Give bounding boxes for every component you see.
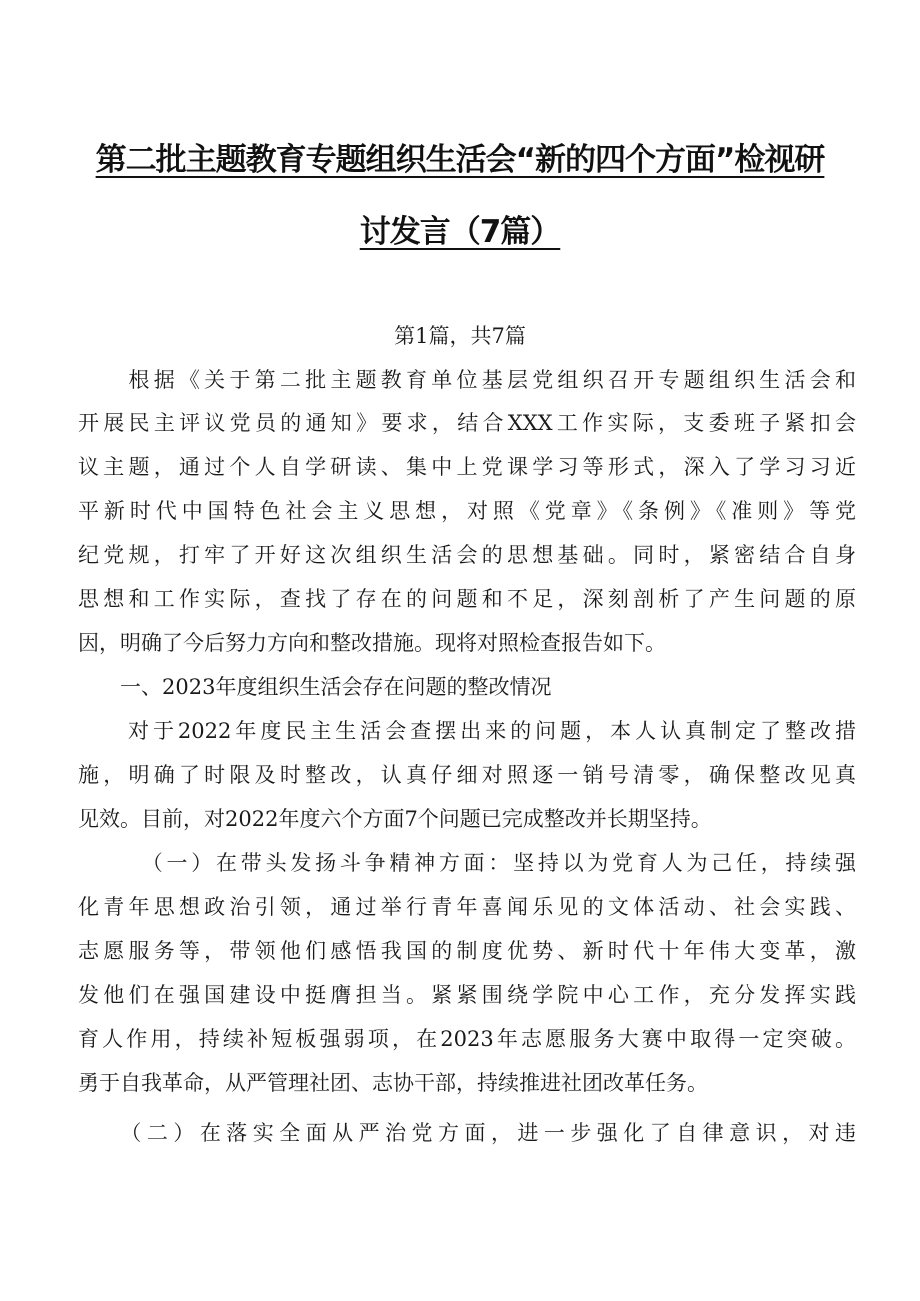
body-line: 思想和工作实际，查找了存在的问题和不足，深刻剖析了产生问题的原: [78, 587, 856, 611]
body-line: 发他们在强国建设中挺膺担当。紧紧围绕学院中心工作，充分发挥实践: [78, 983, 856, 1007]
body-line: （一）在带头发扬斗争精神方面：坚持以为党育人为己任，持续强: [78, 851, 856, 875]
body-line: 对于2022年度民主生活会查摆出来的问题，本人认真制定了整改措: [78, 719, 856, 743]
body-line: 志愿服务等，带领他们感悟我国的制度优势、新时代十年伟大变革，激: [78, 939, 856, 963]
body-line: 因，明确了今后努力方向和整改措施。现将对照检查报告如下。: [78, 631, 666, 655]
body-line: 纪党规，打牢了开好这次组织生活会的思想基础。同时，紧密结合自身: [78, 543, 856, 567]
body-line: 开展民主评议党员的通知》要求，结合XXX工作实际，支委班子紧扣会: [78, 411, 856, 435]
document-title-line-1: 第二批主题教育专题组织生活会“新的四个方面”检视研: [95, 142, 825, 178]
body-line: 平新时代中国特色社会主义思想，对照《党章》《条例》《准则》等党: [78, 499, 856, 523]
body-line: 见效。目前，对2022年度六个方面7个问题已完成整改并长期坚持。: [78, 807, 712, 831]
body-line: （二）在落实全面从严治党方面，进一步强化了自律意识，对违: [78, 1121, 856, 1145]
body-line: 化青年思想政治引领，通过举行青年喜闻乐见的文体活动、社会实践、: [78, 895, 856, 919]
document-title-line-2: 讨发言（7篇）: [359, 214, 561, 250]
body-line: 根据《关于第二批主题教育单位基层党组织召开专题组织生活会和: [78, 368, 856, 392]
body-line: 议主题，通过个人自学研读、集中上党课学习等形式，深入了学习习近: [78, 455, 856, 479]
article-counter: 第1篇，共7篇: [394, 324, 526, 348]
section-heading: 一、2023年度组织生活会存在问题的整改情况: [78, 675, 552, 699]
body-line: 勇于自我革命，从严管理社团、志协干部，持续推进社团改革任务。: [78, 1071, 708, 1095]
body-line: 育人作用，持续补短板强弱项，在2023年志愿服务大赛中取得一定突破。: [78, 1027, 856, 1051]
body-line: 施，明确了时限及时整改，认真仔细对照逐一销号清零，确保整改见真: [78, 763, 856, 787]
